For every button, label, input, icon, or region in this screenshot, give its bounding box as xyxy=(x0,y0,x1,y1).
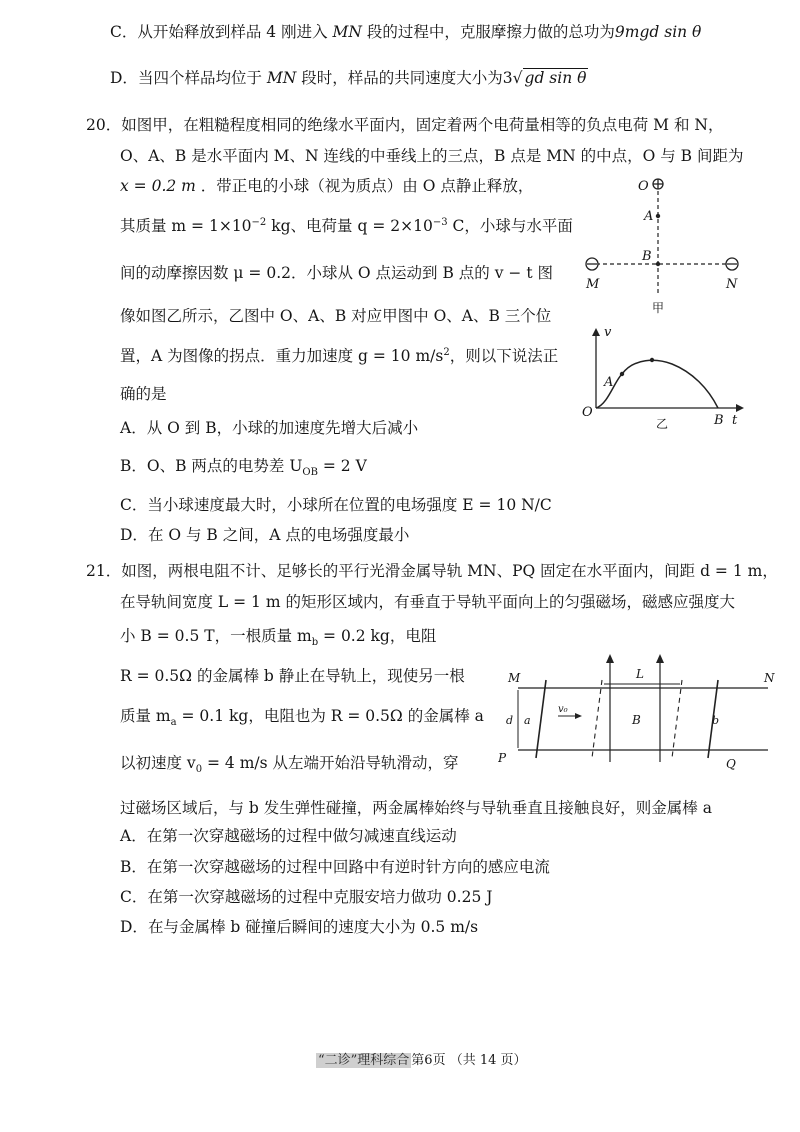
field-arrow-2-icon xyxy=(656,654,664,663)
q20-line8: 确的是 xyxy=(120,385,167,403)
label-a-rod: a xyxy=(524,714,531,727)
q20-figure-jia xyxy=(578,168,748,318)
q19-option-c: C．从开始释放到样品 4 刚进入 MN 段的过程中，克服摩擦力做的总功为9mgd sin θ xyxy=(110,23,702,41)
point-b xyxy=(656,262,660,266)
caption-jia: 甲 xyxy=(652,301,665,315)
label-b: B xyxy=(642,249,652,264)
q21-option-b: B．在第一次穿越磁场的过程中回路中有逆时针方向的感应电流 xyxy=(120,858,550,876)
footer-exam-name: “二诊”理科综合 xyxy=(318,1053,410,1068)
label-o: O xyxy=(638,179,649,194)
v-axis-arrow-icon xyxy=(592,328,600,336)
field-boundary-right xyxy=(672,680,682,758)
label-a: A xyxy=(604,375,614,390)
v0-arrow-icon xyxy=(575,713,582,719)
q20-line2: O、A、B 是水平面内 M、N 连线的中垂线上的三点，B 点是 MN 的中点，O 与 B 间距为 xyxy=(120,147,744,165)
q20-line6: 像如图乙所示，乙图中 O、A、B 对应甲图中 O、A、B 三个位 xyxy=(120,307,552,325)
q20-option-b: B．O、B 两点的电势差 $U_{OB} = 2$ V xyxy=(120,457,367,479)
q21-option-a: A．在第一次穿越磁场的过程中做匀减速直线运动 xyxy=(120,827,457,845)
label-b-field: B xyxy=(632,713,641,727)
q21-line6: 以初速度 $v_0 = 4$ m/s 从左端开始沿导轨滑动，穿 xyxy=(120,754,459,776)
label-l: L xyxy=(636,667,644,681)
field-arrow-1-icon xyxy=(606,654,614,663)
q20-option-d: D．在 O 与 B 之间，A 点的电场强度最小 xyxy=(120,526,410,544)
q20-line7: 置，A 为图像的拐点．重力加速度 g = 10 $m/s^2$，则以下说法正 xyxy=(120,346,559,365)
t-axis-arrow-icon xyxy=(736,404,744,412)
q20-line1: 20．如图甲，在粗糙程度相同的绝缘水平面内，固定着两个电荷量相等的负点电荷 M 和 N， xyxy=(86,116,724,134)
footer-page: 第6页 xyxy=(411,1053,446,1068)
label-n: N xyxy=(726,277,738,292)
q21-option-d: D．在与金属棒 b 碰撞后瞬间的速度大小为 0.5 m/s xyxy=(120,918,479,936)
label-q: Q xyxy=(726,757,736,771)
q20-line3: x = 0.2 m ．带正电的小球（视为质点）由 O 点静止释放， xyxy=(120,177,534,195)
label-m: M xyxy=(508,671,521,685)
q19-option-d: D．当四个样品均位于 MN 段时，样品的共同速度大小为3√ gd sin θ xyxy=(110,69,587,87)
q20-line4: 其质量 $m = 1\times 10^{-2}$ kg、电荷量 $q = 2\times 10^{-3}$ C，小球与水平面 xyxy=(120,216,573,235)
q21-option-c: C．在第一次穿越磁场的过程中克服安培力做功 0.25 J xyxy=(120,888,493,906)
label-p: P xyxy=(498,751,507,765)
v-t-curve xyxy=(596,360,718,408)
label-m: M xyxy=(586,277,600,292)
point-a xyxy=(656,214,660,218)
max-point xyxy=(650,358,654,362)
q21-line1: 21．如图，两根电阻不计、足够长的平行光滑金属导轨 MN、PQ 固定在水平面内，间距 d = 1 m， xyxy=(86,562,778,580)
page-footer xyxy=(316,1050,527,1072)
label-o: O xyxy=(582,405,593,420)
label-v: v xyxy=(604,325,612,340)
q20-line5: 间的动摩擦因数 μ = 0.2．小球从 O 点运动到 B 点的 v − t 图 xyxy=(120,264,553,282)
q20-option-c: C．当小球速度最大时，小球所在位置的电场强度 E = 10 N/C xyxy=(120,496,552,514)
q21-line4: R = 0.5Ω 的金属棒 b 静止在导轨上，现使另一根 xyxy=(120,667,465,685)
footer-total: （共 14 页） xyxy=(449,1053,527,1068)
rod-a xyxy=(536,680,546,758)
label-a: A xyxy=(644,209,654,224)
caption-yi: 乙 xyxy=(656,417,669,431)
q21-figure-rails xyxy=(498,650,780,775)
q20-option-a: A．从 O 到 B，小球的加速度先增大后减小 xyxy=(120,419,419,437)
label-b-rod: b xyxy=(712,714,720,727)
q21-line2: 在导轨间宽度 L = 1 m 的矩形区域内，有垂直于导轨平面向上的匀强磁场，磁感应强度大 xyxy=(120,593,735,611)
label-n: N xyxy=(764,671,775,685)
label-v0: v₀ xyxy=(558,704,568,715)
inflection-point-a xyxy=(620,372,624,376)
label-b: B xyxy=(714,413,724,428)
q21-line3: 小 B = 0.5 T，一根质量 $m_b = 0.2$ kg，电阻 xyxy=(120,627,437,649)
label-d: d xyxy=(506,714,514,727)
q20-figure-yi xyxy=(582,322,752,434)
q21-line7: 过磁场区域后，与 b 发生弹性碰撞，两金属棒始终与导轨垂直且接触良好，则金属棒 a xyxy=(120,799,712,817)
label-t: t xyxy=(732,413,738,428)
field-boundary-left xyxy=(592,680,602,758)
q21-line5: 质量 $m_a = 0.1$ kg，电阻也为 R = 0.5Ω 的金属棒 a xyxy=(120,707,484,729)
